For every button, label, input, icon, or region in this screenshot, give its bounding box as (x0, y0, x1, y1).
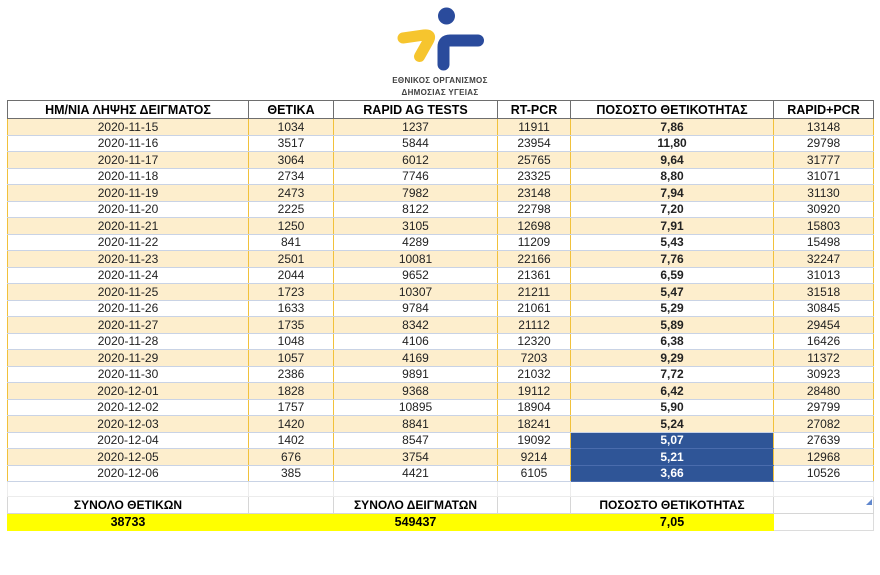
cell-date: 2020-11-22 (8, 234, 249, 251)
table-row (8, 152, 874, 169)
cell-rapid-plus-pcr: 31013 (774, 267, 874, 284)
cell-rapid-ag: 8841 (334, 416, 498, 433)
col-header-date: ΗΜ/ΝΙΑ ΛΗΨΗΣ ΔΕΙΓΜΑΤΟΣ (8, 101, 249, 119)
cell-date: 2020-11-23 (8, 251, 249, 268)
cell-date: 2020-11-18 (8, 168, 249, 185)
cell-rapid-plus-pcr: 15803 (774, 218, 874, 235)
cell-positivity-pct: 7,94 (571, 185, 774, 202)
cell-date: 2020-11-29 (8, 350, 249, 367)
col-header-positivity-pct: ΠΟΣΟΣΤΟ ΘΕΤΙΚΟΤΗΤΑΣ (571, 101, 774, 119)
cell-date: 2020-11-21 (8, 218, 249, 235)
cell-date: 2020-11-25 (8, 284, 249, 301)
cell-rt-pcr: 11911 (498, 119, 571, 136)
cell-positives: 2225 (249, 201, 334, 218)
cell-positivity-pct: 5,90 (571, 399, 774, 416)
cell-rt-pcr: 9214 (498, 449, 571, 466)
table-row (8, 218, 874, 235)
table-row (8, 465, 874, 482)
cell-rapid-plus-pcr: 27082 (774, 416, 874, 433)
cell-rapid-plus-pcr: 31071 (774, 168, 874, 185)
cell-positives: 1057 (249, 350, 334, 367)
cell-rapid-plus-pcr: 10526 (774, 465, 874, 482)
cell-rt-pcr: 22798 (498, 201, 571, 218)
cell-positives: 3517 (249, 135, 334, 152)
table-row (8, 300, 874, 317)
cell-rapid-plus-pcr: 31777 (774, 152, 874, 169)
cell-date: 2020-11-15 (8, 119, 249, 136)
covid-testing-table (7, 100, 874, 531)
spacer-row (8, 482, 874, 497)
cell-positives: 1633 (249, 300, 334, 317)
cell-positives: 1735 (249, 317, 334, 334)
table-row (8, 267, 874, 284)
col-header-positives: ΘΕΤΙΚΑ (249, 101, 334, 119)
table-row (8, 234, 874, 251)
cell-date: 2020-12-02 (8, 399, 249, 416)
cell-rapid-plus-pcr: 31518 (774, 284, 874, 301)
cell-positives: 2044 (249, 267, 334, 284)
cell-date: 2020-11-26 (8, 300, 249, 317)
cell-date: 2020-11-17 (8, 152, 249, 169)
cell-positivity-pct: 7,72 (571, 366, 774, 383)
cell-positivity-pct: 8,80 (571, 168, 774, 185)
cell-positivity-pct: 11,80 (571, 135, 774, 152)
org-name (392, 75, 487, 98)
cell-rapid-ag: 10081 (334, 251, 498, 268)
cell-rapid-ag: 4106 (334, 333, 498, 350)
cell-rt-pcr: 22166 (498, 251, 571, 268)
cell-date: 2020-11-30 (8, 366, 249, 383)
cell-positives: 676 (249, 449, 334, 466)
cell-positivity-pct: 7,20 (571, 201, 774, 218)
table-row (8, 383, 874, 400)
cell-positives: 1757 (249, 399, 334, 416)
cell-positives: 1402 (249, 432, 334, 449)
table-row (8, 284, 874, 301)
table-row (8, 119, 874, 136)
total-positives-value: 38733 (8, 514, 249, 531)
cell-date: 2020-11-28 (8, 333, 249, 350)
cell-rapid-plus-pcr: 13148 (774, 119, 874, 136)
cell-rapid-ag: 4169 (334, 350, 498, 367)
table-row (8, 135, 874, 152)
cell-rapid-plus-pcr: 29799 (774, 399, 874, 416)
cell-rapid-ag: 10307 (334, 284, 498, 301)
cell-rapid-ag: 1237 (334, 119, 498, 136)
cell-rapid-ag: 4421 (334, 465, 498, 482)
table-row (8, 333, 874, 350)
cell-date: 2020-12-03 (8, 416, 249, 433)
cell-rapid-ag: 10895 (334, 399, 498, 416)
total-samples-label: ΣΥΝΟΛΟ ΔΕΙΓΜΑΤΩΝ (334, 497, 498, 514)
cell-positivity-pct: 6,59 (571, 267, 774, 284)
cell-positivity-pct: 7,91 (571, 218, 774, 235)
cell-rapid-ag: 5844 (334, 135, 498, 152)
cell-date: 2020-11-20 (8, 201, 249, 218)
cell-rapid-plus-pcr: 16426 (774, 333, 874, 350)
table-row (8, 201, 874, 218)
cell-rapid-plus-pcr: 15498 (774, 234, 874, 251)
cell-rapid-plus-pcr: 30920 (774, 201, 874, 218)
table-row (8, 168, 874, 185)
cell-rt-pcr: 12320 (498, 333, 571, 350)
cell-rapid-ag: 8342 (334, 317, 498, 334)
cell-date: 2020-11-27 (8, 317, 249, 334)
cell-positives: 1034 (249, 119, 334, 136)
cell-rt-pcr: 6105 (498, 465, 571, 482)
cell-positives: 1420 (249, 416, 334, 433)
cell-positivity-pct: 5,89 (571, 317, 774, 334)
cell-rapid-plus-pcr: 11372 (774, 350, 874, 367)
cell-rt-pcr: 21361 (498, 267, 571, 284)
cell-rapid-ag: 4289 (334, 234, 498, 251)
cell-positivity-pct: 5,47 (571, 284, 774, 301)
table-row (8, 251, 874, 268)
table-row (8, 366, 874, 383)
cell-date: 2020-11-24 (8, 267, 249, 284)
cell-positives: 1250 (249, 218, 334, 235)
table-row (8, 185, 874, 202)
cell-rt-pcr: 18241 (498, 416, 571, 433)
cell-rapid-ag: 8122 (334, 201, 498, 218)
table-row (8, 449, 874, 466)
cell-positivity-pct: 3,66 (571, 465, 774, 482)
cell-positives: 1048 (249, 333, 334, 350)
cell-rt-pcr: 25765 (498, 152, 571, 169)
cell-rt-pcr: 18904 (498, 399, 571, 416)
cell-rapid-ag: 7982 (334, 185, 498, 202)
col-header-rapid-plus-pcr: RAPID+PCR (774, 101, 874, 119)
cell-rapid-plus-pcr: 30923 (774, 366, 874, 383)
cell-positives: 385 (249, 465, 334, 482)
cell-rt-pcr: 19112 (498, 383, 571, 400)
cell-rt-pcr: 12698 (498, 218, 571, 235)
table-row (8, 416, 874, 433)
cell-positives: 2473 (249, 185, 334, 202)
table-header-row (8, 101, 874, 119)
person-figure-logo-icon (394, 4, 486, 72)
cell-rapid-ag: 8547 (334, 432, 498, 449)
cell-positives: 3064 (249, 152, 334, 169)
col-header-rt-pcr: RT-PCR (498, 101, 571, 119)
cell-rt-pcr: 23325 (498, 168, 571, 185)
cell-rapid-plus-pcr: 30845 (774, 300, 874, 317)
cell-rapid-plus-pcr: 32247 (774, 251, 874, 268)
cell-positivity-pct: 7,76 (571, 251, 774, 268)
cell-date: 2020-12-05 (8, 449, 249, 466)
table-body (8, 119, 874, 482)
cell-rt-pcr: 7203 (498, 350, 571, 367)
table-row (8, 399, 874, 416)
cell-rapid-plus-pcr: 29454 (774, 317, 874, 334)
cell-rt-pcr: 21032 (498, 366, 571, 383)
cell-positives: 2734 (249, 168, 334, 185)
table-row (8, 317, 874, 334)
cell-rapid-plus-pcr: 29798 (774, 135, 874, 152)
cell-rapid-ag: 9368 (334, 383, 498, 400)
cell-positivity-pct: 7,86 (571, 119, 774, 136)
cell-rt-pcr: 21061 (498, 300, 571, 317)
cell-date: 2020-11-19 (8, 185, 249, 202)
org-name-line2: ΔΗΜΟΣΙΑΣ ΥΓΕΙΑΣ (401, 87, 479, 97)
cell-rapid-ag: 6012 (334, 152, 498, 169)
cell-positives: 841 (249, 234, 334, 251)
cell-positivity-pct: 9,64 (571, 152, 774, 169)
cell-positivity-pct: 5,07 (571, 432, 774, 449)
cell-rt-pcr: 21211 (498, 284, 571, 301)
cell-rapid-ag: 3105 (334, 218, 498, 235)
table-row (8, 350, 874, 367)
table-row (8, 432, 874, 449)
total-positivity-label: ΠΟΣΟΣΤΟ ΘΕΤΙΚΟΤΗΤΑΣ (571, 497, 774, 514)
cell-rapid-plus-pcr: 12968 (774, 449, 874, 466)
cell-rapid-ag: 9784 (334, 300, 498, 317)
cell-positivity-pct: 9,29 (571, 350, 774, 367)
totals-label-row (8, 497, 874, 514)
cell-positivity-pct: 5,43 (571, 234, 774, 251)
cell-rt-pcr: 11209 (498, 234, 571, 251)
cell-positives: 2501 (249, 251, 334, 268)
cell-positivity-pct: 5,24 (571, 416, 774, 433)
cell-date: 2020-12-04 (8, 432, 249, 449)
cell-positives: 2386 (249, 366, 334, 383)
col-header-rapid-ag: RAPID AG TESTS (334, 101, 498, 119)
cell-corner-mark-icon (866, 499, 872, 505)
cell-rapid-ag: 7746 (334, 168, 498, 185)
total-samples-value: 549437 (334, 514, 498, 531)
cell-positives: 1828 (249, 383, 334, 400)
cell-rapid-ag: 9891 (334, 366, 498, 383)
total-positivity-value: 7,05 (571, 514, 774, 531)
cell-rt-pcr: 19092 (498, 432, 571, 449)
org-name-line1: ΕΘΝΙΚΟΣ ΟΡΓΑΝΙΣΜΟΣ (392, 76, 488, 85)
cell-positivity-pct: 6,38 (571, 333, 774, 350)
cell-rapid-plus-pcr: 28480 (774, 383, 874, 400)
cell-positivity-pct: 5,21 (571, 449, 774, 466)
cell-date: 2020-12-01 (8, 383, 249, 400)
eody-logo (340, 4, 540, 98)
total-positives-label: ΣΥΝΟΛΟ ΘΕΤΙΚΩΝ (8, 497, 249, 514)
cell-rapid-ag: 9652 (334, 267, 498, 284)
cell-date: 2020-11-16 (8, 135, 249, 152)
cell-rt-pcr: 23954 (498, 135, 571, 152)
cell-positivity-pct: 6,42 (571, 383, 774, 400)
cell-rapid-plus-pcr: 31130 (774, 185, 874, 202)
totals-value-row (8, 514, 874, 531)
cell-positives: 1723 (249, 284, 334, 301)
cell-rt-pcr: 23148 (498, 185, 571, 202)
cell-positivity-pct: 5,29 (571, 300, 774, 317)
cell-rt-pcr: 21112 (498, 317, 571, 334)
cell-rapid-ag: 3754 (334, 449, 498, 466)
cell-date: 2020-12-06 (8, 465, 249, 482)
cell-rapid-plus-pcr: 27639 (774, 432, 874, 449)
